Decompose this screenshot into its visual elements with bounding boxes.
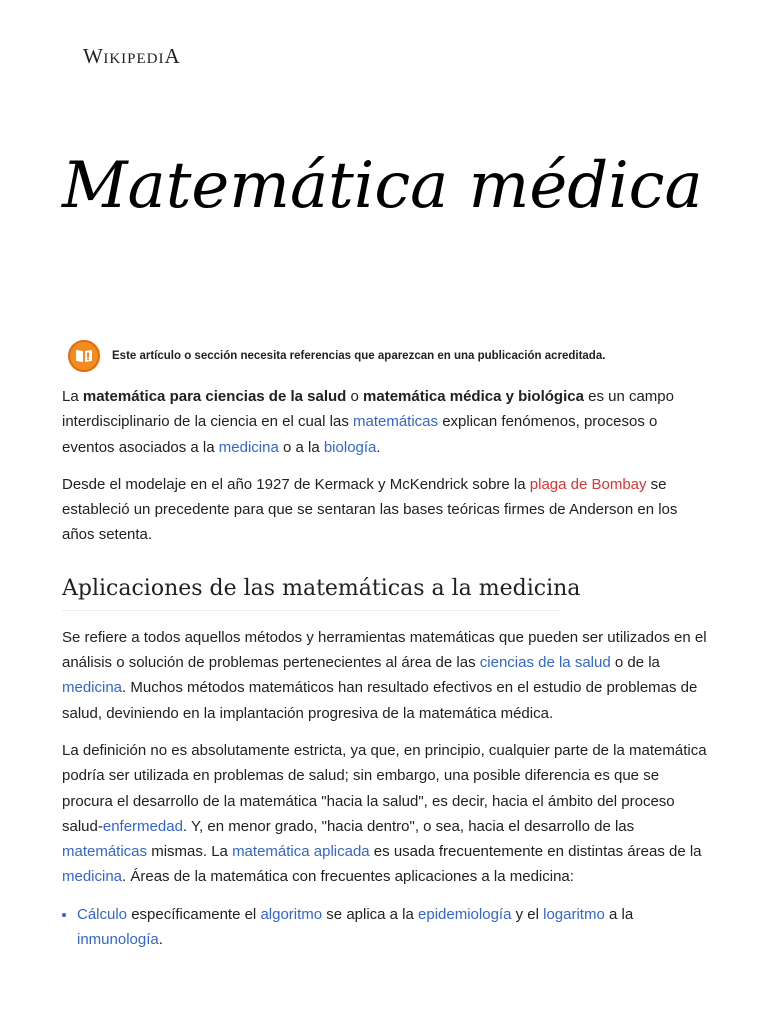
section-heading: Aplicaciones de las matemáticas a la medicina bbox=[62, 572, 560, 611]
text: mismas. La bbox=[147, 843, 233, 861]
bold-term: matemática para ciencias de la salud bbox=[82, 388, 347, 405]
logo-middle: IKIPEDI bbox=[103, 51, 165, 67]
page-title: Matemática médica bbox=[62, 149, 703, 223]
intro-paragraph-2 bbox=[62, 472, 710, 548]
link-medicina[interactable]: medicina bbox=[62, 868, 123, 886]
link-algoritmo[interactable]: algoritmo bbox=[260, 905, 323, 923]
link-medicina[interactable]: medicina bbox=[218, 438, 279, 456]
link-biologia[interactable]: biología bbox=[323, 438, 377, 456]
notice-text: Este artículo o sección necesita referencias que aparezcan en una publicación acreditada. bbox=[112, 350, 606, 362]
list-item bbox=[77, 902, 710, 953]
text: . Áreas de la matemática con frecuentes aplicaciones a la medicina: bbox=[122, 868, 574, 886]
applications-list bbox=[62, 902, 710, 953]
text: explican fenómenos, procesos o eventos asociados a la bbox=[62, 413, 658, 456]
book-warning-icon bbox=[68, 340, 100, 372]
intro-paragraph-1 bbox=[62, 384, 710, 460]
link-epidemiologia[interactable]: epidemiología bbox=[418, 905, 512, 923]
link-matematicas[interactable]: matemáticas bbox=[62, 843, 148, 861]
redlink-plaga-de-bombay[interactable]: plaga de Bombay bbox=[529, 475, 647, 493]
wikipedia-wordmark[interactable] bbox=[83, 44, 180, 69]
text: La definición no es absolutamente estricta, ya que, en principio, cualquier parte de la matemática podría ser utilizada en problemas de salud; sin embargo, una posible diferencia es que se procura el desarrollo de la matemática "hacia la salud", es decir, hacia el ámbito del proceso salud- bbox=[62, 741, 707, 835]
text: es usada frecuentemente en distintas áreas de la bbox=[369, 843, 702, 861]
text: Se refiere a todos aquellos métodos y herramientas matemáticas que pueden ser utilizados en el análisis o solución de problemas pertenecientes al área de las bbox=[62, 628, 707, 672]
text: Desde el modelaje en el año 1927 de Kermack y McKendrick sobre la bbox=[62, 475, 530, 493]
bold-term: matemática médica y biológica bbox=[363, 388, 584, 405]
text: se aplica a la bbox=[322, 905, 419, 923]
link-logaritmo[interactable]: logaritmo bbox=[543, 905, 605, 923]
link-calculo[interactable]: Cálculo bbox=[77, 905, 128, 923]
text: es un campo interdisciplinario de la ciencia en el cual las bbox=[62, 388, 674, 431]
article-body bbox=[62, 384, 710, 952]
text: . bbox=[158, 931, 163, 949]
section-paragraph-2 bbox=[62, 738, 710, 890]
text: a la bbox=[604, 905, 634, 923]
text: La bbox=[62, 388, 83, 405]
logo-final: A bbox=[164, 44, 181, 68]
text: o de la bbox=[610, 654, 660, 672]
text: se estableció un precedente para que se sentaran las bases teóricas firmes de Anderson en los años setenta. bbox=[62, 475, 678, 544]
text: específicamente el bbox=[127, 905, 261, 923]
link-ciencias-de-la-salud[interactable]: ciencias de la salud bbox=[479, 654, 611, 672]
link-matematicas[interactable]: matemáticas bbox=[353, 413, 439, 431]
link-matematica-aplicada[interactable]: matemática aplicada bbox=[232, 843, 370, 861]
text: . bbox=[376, 438, 381, 456]
section-paragraph-1 bbox=[62, 625, 710, 726]
link-medicina[interactable]: medicina bbox=[62, 679, 123, 697]
references-notice bbox=[68, 338, 708, 374]
text: o bbox=[346, 388, 364, 405]
text: . Y, en menor grado, "hacia dentro", o sea, hacia el desarrollo de las bbox=[182, 817, 635, 835]
text: . Muchos métodos matemáticos han resultado efectivos en el estudio de problemas de salud, deviniendo en la implantación progresiva de la matemática médica. bbox=[62, 679, 698, 722]
text: y el bbox=[511, 905, 544, 923]
text: o a la bbox=[278, 438, 324, 456]
link-enfermedad[interactable]: enfermedad bbox=[102, 817, 183, 835]
link-inmunologia[interactable]: inmunología bbox=[77, 931, 159, 949]
logo-initial: W bbox=[83, 44, 104, 68]
